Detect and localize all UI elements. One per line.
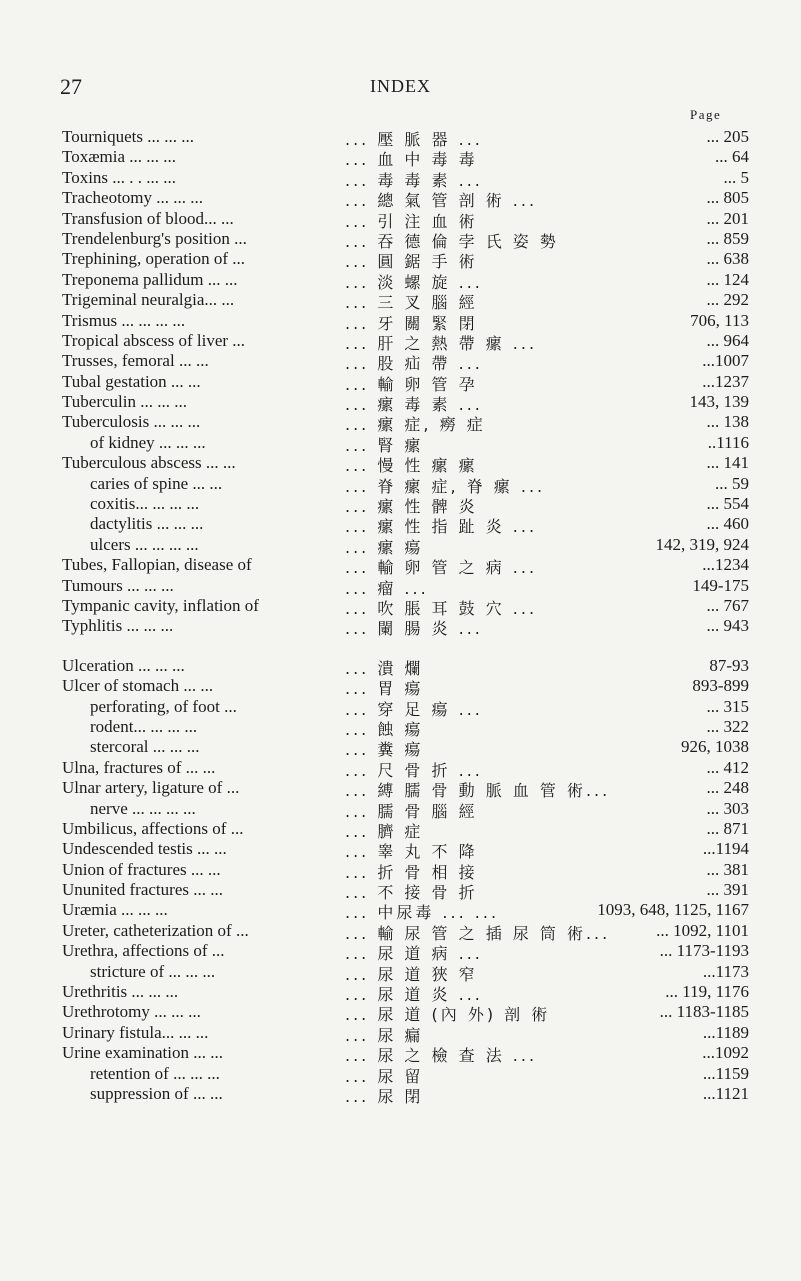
entry-term: Tourniquets ... ... ... bbox=[62, 127, 194, 146]
entry-term: Tropical abscess of liver ... bbox=[62, 330, 246, 350]
index-entry bbox=[0, 168, 801, 188]
index-entries bbox=[0, 127, 801, 1104]
entry-chinese-term: ... 瘰 性 指 趾 炎 ... bbox=[345, 517, 538, 537]
entry-page-ref: 926, 1038 bbox=[681, 737, 749, 757]
index-entry bbox=[0, 1002, 801, 1025]
entry-chinese-term: ... 尿 瘺 bbox=[345, 1025, 424, 1045]
index-entry bbox=[0, 412, 801, 435]
entry-chinese-term: ... 折 骨 相 接 bbox=[345, 862, 478, 882]
entry-term: Typhlitis ... ... ... bbox=[62, 616, 174, 636]
entry-term: Ununited fractures ... ... bbox=[62, 880, 223, 900]
index-entry bbox=[0, 737, 801, 760]
entry-page-ref: ... 1183-1185 bbox=[659, 1002, 749, 1022]
entry-term: Toxins ... . . ... ... bbox=[62, 167, 177, 187]
entry-chinese-term: ... 輸 卵 管 孕 bbox=[345, 374, 478, 394]
entry-page-ref: ... 859 bbox=[706, 228, 749, 248]
entry-chinese-term: ... 尿 道 炎 ... bbox=[345, 985, 483, 1005]
index-entry bbox=[0, 860, 801, 880]
entry-term: ulcers ... ... ... ... bbox=[90, 534, 199, 554]
index-entry bbox=[0, 982, 801, 1005]
entry-term: Tympanic cavity, inflation of bbox=[62, 595, 259, 615]
entry-term: Ulcer of stomach ... ... bbox=[62, 676, 214, 696]
index-entry bbox=[0, 819, 801, 839]
entry-page-ref: ... 964 bbox=[706, 330, 749, 350]
index-entry bbox=[0, 494, 801, 517]
entry-page-ref: ... 412 bbox=[706, 757, 749, 777]
entry-chinese-term: ... 蝕 瘍 bbox=[345, 719, 424, 739]
entry-term: Trigeminal neuralgia... ... bbox=[62, 290, 235, 310]
entry-term: Tuberculous abscess ... ... bbox=[62, 453, 236, 473]
index-entry bbox=[0, 474, 801, 494]
entry-chinese-term: ... 血 中 毒 毒 bbox=[345, 150, 478, 170]
entry-chinese-term: ... 淡 螺 旋 ... bbox=[345, 272, 483, 292]
entry-term: Urethrotomy ... ... ... bbox=[62, 1002, 201, 1022]
entry-term: Union of fractures ... ... bbox=[62, 859, 221, 879]
entry-term: Urinary fistula... ... ... bbox=[62, 1022, 209, 1042]
entry-term: Ulnar artery, ligature of ... bbox=[62, 778, 240, 798]
entry-term: Tuberculosis ... ... ... bbox=[62, 412, 201, 432]
index-entry bbox=[0, 596, 801, 616]
running-head: INDEX bbox=[370, 76, 431, 96]
entry-term: Urine examination ... ... bbox=[62, 1043, 223, 1063]
entry-chinese-term: ... 尿 道 (內 外) 剖 術 bbox=[345, 1005, 551, 1025]
entry-term: Ureter, catheterization of ... bbox=[62, 920, 249, 940]
entry-chinese-term: ... 縛 臑 骨 動 脈 血 管 術... bbox=[345, 781, 611, 801]
page-number: 27 bbox=[60, 74, 82, 99]
index-entry bbox=[0, 1023, 801, 1043]
entry-chinese-term: ... 三 叉 腦 經 bbox=[345, 293, 478, 313]
entry-page-ref: ..1116 bbox=[707, 432, 749, 452]
entry-chinese-term: ... 壓 脈 器 ... bbox=[345, 130, 483, 149]
entry-term: Umbilicus, affections of ... bbox=[62, 818, 244, 838]
index-entry bbox=[0, 147, 801, 170]
entry-page-ref: 893-899 bbox=[692, 676, 749, 696]
entry-term: Tumours ... ... ... bbox=[62, 575, 174, 595]
entry-term: Ulceration ... ... ... bbox=[62, 655, 185, 675]
index-entry bbox=[0, 758, 801, 778]
entry-chinese-term: ... 圓 鋸 手 術 bbox=[345, 252, 478, 272]
page-column-label: Page bbox=[690, 107, 722, 122]
entry-term: Urethritis ... ... ... bbox=[62, 982, 179, 1002]
index-entry bbox=[0, 433, 801, 453]
index-entry bbox=[0, 676, 801, 699]
entry-page-ref: ... 205 bbox=[706, 127, 749, 146]
entry-page-ref: ... 322 bbox=[706, 716, 749, 736]
entry-page-ref: 706, 113 bbox=[690, 310, 749, 330]
index-entry bbox=[0, 921, 801, 941]
index-entry bbox=[0, 514, 801, 537]
entry-term: Urethra, affections of ... bbox=[62, 941, 225, 961]
entry-page-ref: ... 871 bbox=[706, 818, 749, 838]
index-entry bbox=[0, 372, 801, 392]
entry-chinese-term: ... 牙 關 緊 閉 bbox=[345, 313, 478, 333]
entry-page-ref: ... 391 bbox=[706, 880, 749, 900]
entry-page-ref: ... 59 bbox=[715, 473, 749, 493]
entry-page-ref: ... 1092, 1101 bbox=[656, 920, 749, 940]
entry-term: stercoral ... ... ... bbox=[90, 737, 200, 757]
entry-page-ref: ... 638 bbox=[706, 249, 749, 269]
entry-term: caries of spine ... ... bbox=[90, 473, 223, 493]
entry-page-ref: ... 460 bbox=[706, 514, 749, 534]
entry-page-ref: 143, 139 bbox=[689, 392, 749, 412]
entry-term: retention of ... ... ... bbox=[90, 1063, 220, 1083]
index-entry bbox=[0, 1084, 801, 1104]
entry-page-ref: ... 248 bbox=[706, 778, 749, 798]
entry-term: perforating, of foot ... bbox=[90, 696, 237, 716]
entry-chinese-term: ... 糞 瘍 bbox=[345, 740, 424, 760]
entry-page-ref: 1093, 648, 1125, 1167 bbox=[597, 900, 749, 920]
entry-term: Trismus ... ... ... ... bbox=[62, 310, 186, 330]
entry-chinese-term: ... 潰 爛 bbox=[345, 658, 424, 678]
entry-chinese-term: ... 肝 之 熱 帶 瘰 ... bbox=[345, 333, 538, 353]
index-entry bbox=[0, 229, 801, 249]
entry-chinese-term: ... 引 注 血 術 bbox=[345, 211, 478, 231]
entry-chinese-term: ... 輸 尿 管 之 插 尿 筒 術... bbox=[345, 923, 611, 943]
entry-chinese-term: ... 脊 瘰 症, 脊 瘰 ... bbox=[345, 476, 546, 496]
entry-term: Trusses, femoral ... ... bbox=[62, 351, 209, 371]
entry-chinese-term: ... 股 疝 帶 ... bbox=[345, 354, 483, 374]
index-entry bbox=[0, 900, 801, 923]
entry-chinese-term: ... 尿 留 bbox=[345, 1066, 424, 1086]
entry-chinese-term: ... 胃 瘍 bbox=[345, 679, 424, 699]
index-entry bbox=[0, 290, 801, 313]
entry-page-ref: ... 119, 1176 bbox=[665, 982, 749, 1002]
entry-term: nerve ... ... ... ... bbox=[90, 798, 196, 818]
index-entry bbox=[0, 311, 801, 331]
entry-term: Tubal gestation ... ... bbox=[62, 371, 201, 391]
index-entry bbox=[0, 1064, 801, 1084]
entry-page-ref: ... 767 bbox=[706, 595, 749, 615]
index-entry bbox=[0, 351, 801, 374]
index-entry bbox=[0, 188, 801, 211]
entry-page-ref: ... 805 bbox=[706, 188, 749, 208]
index-entry bbox=[0, 453, 801, 476]
entry-page-ref: ...1189 bbox=[702, 1022, 749, 1042]
entry-chinese-term: ... 不 接 骨 折 bbox=[345, 883, 478, 903]
entry-term: rodent... ... ... ... bbox=[90, 716, 198, 736]
entry-chinese-term: ... 吹 脹 耳 鼓 穴 ... bbox=[345, 598, 538, 618]
entry-page-ref: ...1237 bbox=[702, 371, 749, 391]
index-entry bbox=[0, 697, 801, 717]
index-entry bbox=[0, 656, 801, 676]
index-entry bbox=[0, 962, 801, 982]
entry-chinese-term: ... 吞 德 倫 孛 氏 姿 勢 bbox=[345, 231, 559, 251]
entry-page-ref: ... 943 bbox=[706, 616, 749, 636]
entry-chinese-term: ... 瘰 瘍 bbox=[345, 537, 424, 557]
index-entry bbox=[0, 1043, 801, 1066]
entry-chinese-term: ... 瘰 症, 癆 症 bbox=[345, 415, 486, 435]
entry-page-ref: ... 5 bbox=[723, 167, 749, 187]
index-entry bbox=[0, 778, 801, 801]
index-entry bbox=[0, 127, 801, 147]
index-entry bbox=[0, 839, 801, 862]
entry-page-ref: ...1234 bbox=[702, 555, 749, 575]
entry-page-ref: ... 138 bbox=[706, 412, 749, 432]
entry-term: Ulna, fractures of ... ... bbox=[62, 757, 216, 777]
entry-chinese-term: ... 尿 之 檢 查 法 ... bbox=[345, 1046, 538, 1066]
entry-term: Uræmia ... ... ... bbox=[62, 900, 168, 920]
entry-chinese-term: ... 輸 卵 管 之 病 ... bbox=[345, 558, 538, 578]
entry-term: Trendelenburg's position ... bbox=[62, 228, 247, 248]
entry-chinese-term: ... 總 氣 管 剖 術 ... bbox=[345, 191, 538, 211]
entry-page-ref: ... 381 bbox=[706, 859, 749, 879]
entry-chinese-term: ... 中尿毒 ... ... bbox=[345, 903, 500, 923]
entry-chinese-term: ... 毒 毒 素 ... bbox=[345, 170, 483, 190]
entry-page-ref: ...1159 bbox=[702, 1063, 749, 1083]
entry-page-ref: ... 1173-1193 bbox=[659, 941, 749, 961]
index-entry bbox=[0, 392, 801, 415]
entry-term: coxitis... ... ... ... bbox=[90, 494, 200, 514]
entry-term: Tuberculin ... ... ... bbox=[62, 392, 187, 412]
entry-term: stricture of ... ... ... bbox=[90, 961, 216, 981]
index-entry bbox=[0, 331, 801, 351]
index-entry bbox=[0, 535, 801, 555]
entry-term: Undescended testis ... ... bbox=[62, 839, 227, 859]
entry-chinese-term: ... 腎 瘰 bbox=[345, 435, 424, 455]
entry-chinese-term: ... 臍 症 bbox=[345, 821, 424, 841]
index-entry bbox=[0, 209, 801, 229]
index-entry bbox=[0, 717, 801, 737]
entry-chinese-term: ... 尿 閉 bbox=[345, 1086, 424, 1106]
entry-term: Tubes, Fallopian, disease of bbox=[62, 555, 252, 575]
entry-page-ref: ... 292 bbox=[706, 290, 749, 310]
entry-page-ref: ... 554 bbox=[706, 494, 749, 514]
entry-term: Trephining, operation of ... bbox=[62, 249, 246, 269]
entry-chinese-term: ... 睾 丸 不 降 bbox=[345, 842, 478, 862]
entry-page-ref: ... 141 bbox=[706, 453, 749, 473]
entry-term: Toxæmia ... ... ... bbox=[62, 147, 177, 167]
index-entry bbox=[0, 555, 801, 578]
entry-chinese-term: ... 臑 骨 腦 經 bbox=[345, 801, 478, 821]
entry-page-ref: 142, 319, 924 bbox=[655, 534, 749, 554]
index-entry bbox=[0, 880, 801, 903]
index-entry bbox=[0, 249, 801, 272]
entry-page-ref: ... 124 bbox=[706, 269, 749, 289]
entry-term: Treponema pallidum ... ... bbox=[62, 269, 238, 289]
index-entry bbox=[0, 799, 801, 819]
entry-page-ref: 149-175 bbox=[692, 575, 749, 595]
index-entry bbox=[0, 270, 801, 290]
entry-term: Transfusion of blood... ... bbox=[62, 208, 234, 228]
entry-term: Tracheotomy ... ... ... bbox=[62, 188, 204, 208]
index-entry bbox=[0, 941, 801, 964]
entry-page-ref: ... 303 bbox=[706, 798, 749, 818]
entry-chinese-term: ... 瘰 性 髀 炎 bbox=[345, 497, 478, 517]
entry-page-ref: ...1194 bbox=[702, 839, 749, 859]
entry-chinese-term: ... 尿 道 病 ... bbox=[345, 944, 483, 964]
entry-page-ref: ...1173 bbox=[702, 961, 749, 981]
index-entry bbox=[0, 576, 801, 596]
entry-page-ref: 87-93 bbox=[709, 655, 749, 675]
entry-chinese-term: ... 穿 足 瘍 ... bbox=[345, 699, 483, 719]
entry-term: dactylitis ... ... ... bbox=[90, 514, 204, 534]
index-entry bbox=[0, 616, 801, 639]
entry-chinese-term: ... 尿 道 狹 窄 bbox=[345, 964, 478, 984]
entry-chinese-term: ... 闌 腸 炎 ... bbox=[345, 619, 483, 639]
entry-page-ref: ...1092 bbox=[702, 1043, 749, 1063]
entry-page-ref: ... 201 bbox=[706, 208, 749, 228]
entry-page-ref: ...1121 bbox=[702, 1083, 749, 1103]
entry-page-ref: ... 64 bbox=[715, 147, 749, 167]
entry-chinese-term: ... 瘰 毒 素 ... bbox=[345, 395, 483, 415]
entry-page-ref: ...1007 bbox=[702, 351, 749, 371]
entry-term: suppression of ... ... bbox=[90, 1083, 223, 1103]
entry-chinese-term: ... 尺 骨 折 ... bbox=[345, 760, 483, 780]
entry-chinese-term: ... 瘤 ... bbox=[345, 578, 429, 598]
entry-chinese-term: ... 慢 性 瘰 瘰 bbox=[345, 456, 478, 476]
entry-term: of kidney ... ... ... bbox=[90, 432, 206, 452]
entry-page-ref: ... 315 bbox=[706, 696, 749, 716]
